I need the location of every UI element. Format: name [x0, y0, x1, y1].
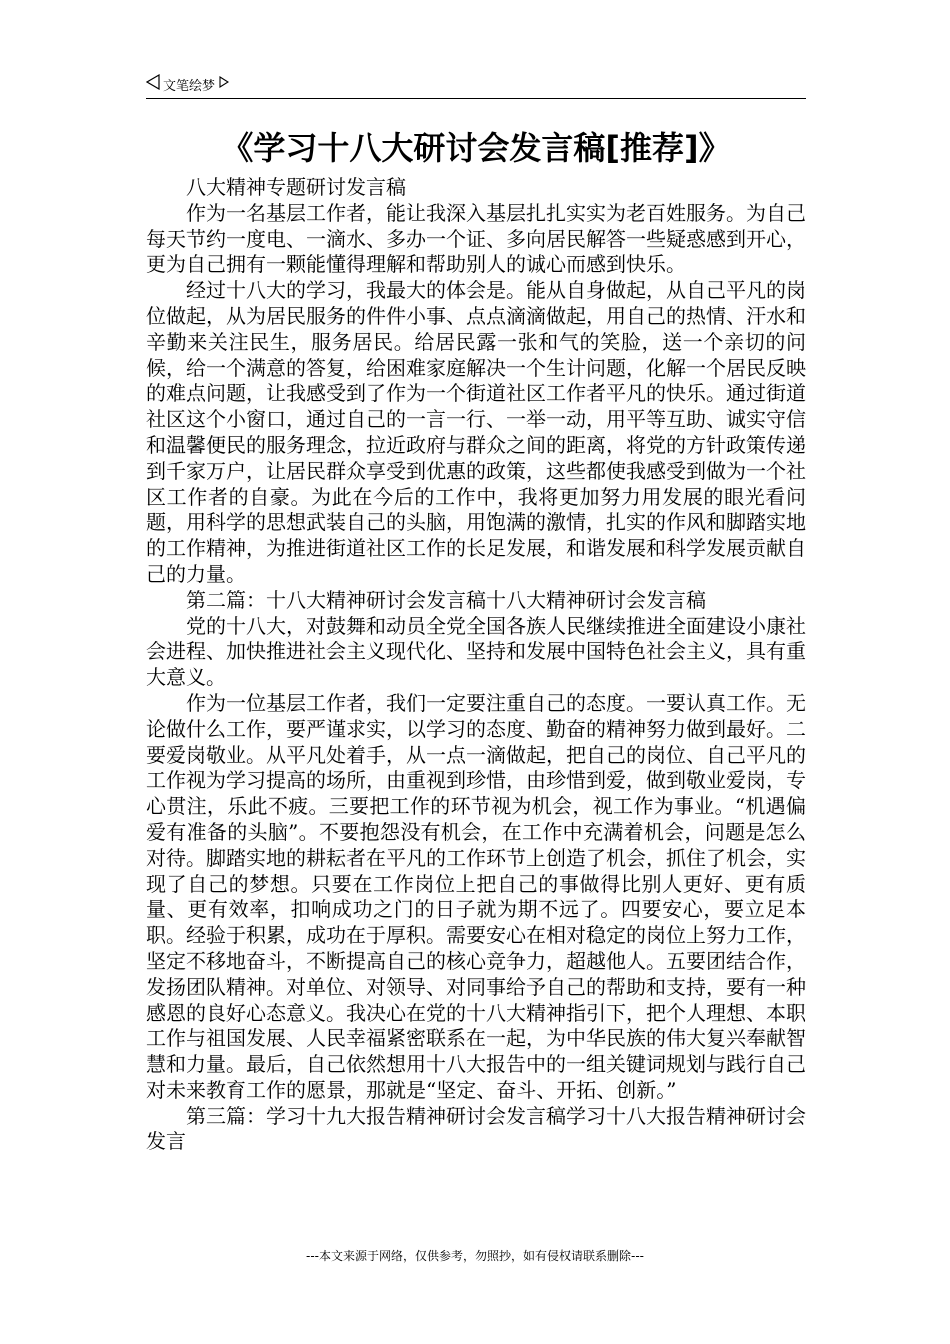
document-body — [146, 175, 806, 1155]
paragraph: 经过十八大的学习，我最大的体会是。能从自身做起，从自己平凡的岗位做起，从为居民服务的件件小事、点点滴滴做起，用自己的热情、汗水和辛勤来关注民生，服务居民。给居民露一张和气的笑脸，送一个亲切的问候，给一个满意的答复，给困难家庭解决一个生计问题，化解一个居民反映的难点问题，让我感受到了作为一个街道社区工作者平凡的快乐。通过街道社区这个小窗口，通过自己的一言一行、一举一动，用平等互助、诚实守信和温馨便民的服务理念，拉近政府与群众之间的距离，将党的方针政策传递到千家万户，让居民群众享受到优惠的政策，这些都使我感受到做为一个社区工作者的自豪。为此在今后的工作中，我将更加努力用发展的眼光看问题，用科学的思想武装自己的头脑，用饱满的激情，扎实的作风和脚踏实地的工作精神，为推进街道社区工作的长足发展，和谐发展和科学发展贡献自己的力量。 — [146, 278, 806, 586]
right-triangle-icon — [219, 76, 229, 92]
paragraph: 党的十八大，对鼓舞和动员全党全国各族人民继续推进全面建设小康社会进程、加快推进社会主义现代化、坚持和发展中国特色社会主义，具有重大意义。 — [146, 613, 806, 690]
document-title: 《学习十八大研讨会发言稿[推荐]》 — [221, 129, 731, 167]
paragraph: 作为一名基层工作者，能让我深入基层扎扎实实为老百姓服务。为自己每天节约一度电、一滴水、多办一个证、多向居民解答一些疑惑感到开心，更为自己拥有一颗能懂得理解和帮助别人的诚心而感到快乐。 — [146, 200, 806, 277]
paragraph: 作为一位基层工作者，我们一定要注重自己的态度。一要认真工作。无论做什么工作，要严谨求实，以学习的态度、勤奋的精神努力做到最好。二要爱岗敬业。从平凡处着手，从一点一滴做起，把自己的岗位、自己平凡的工作视为学习提高的场所，由重视到珍惜，由珍惜到爱，做到敬业爱岗，专心贯注，乐此不疲。三要把工作的环节视为机会，视工作为事业。“机遇偏爱有准备的头脑”。不要抱怨没有机会，在工作中充满着机会，问题是怎么对待。脚踏实地的耕耘者在平凡的工作环节上创造了机会，抓住了机会，实现了自己的梦想。只要在工作岗位上把自己的事做得比别人更好、更有质量、更有效率，扣响成功之门的日子就为期不远了。四要安心，要立足本职。经验于积累，成功在于厚积。需要安心在相对稳定的岗位上努力工作，坚定不移地奋斗，不断提高自己的核心竞争力，超越他人。五要团结合作，发扬团队精神。对单位、对领导、对同事给予自己的帮助和支持，要有一种感恩的良好心态意义。我决心在党的十八大精神指引下，把个人理想、本职工作与祖国发展、人民幸福紧密联系在一起，为中华民族的伟大复兴奉献智慧和力量。最后，自己依然想用十八大报告中的一组关键词规划与践行自己对未来教育工作的愿景，那就是“坚定、奋斗、开拓、创新。” — [146, 690, 806, 1102]
section-heading: 第二篇：十八大精神研讨会发言稿十八大精神研讨会发言稿 — [186, 587, 706, 612]
left-triangle-icon — [146, 74, 160, 94]
page-footer: ---本文来源于网络，仅供参考，勿照抄，如有侵权请联系删除--- — [306, 1249, 644, 1263]
header-brand: 文笔绘梦 — [163, 78, 216, 94]
page-header — [146, 74, 806, 99]
section-heading: 第三篇：学习十九大报告精神研讨会发言稿学习十八大报告精神研讨会发言 — [146, 1103, 806, 1154]
paragraph: 八大精神专题研讨发言稿 — [186, 175, 406, 199]
